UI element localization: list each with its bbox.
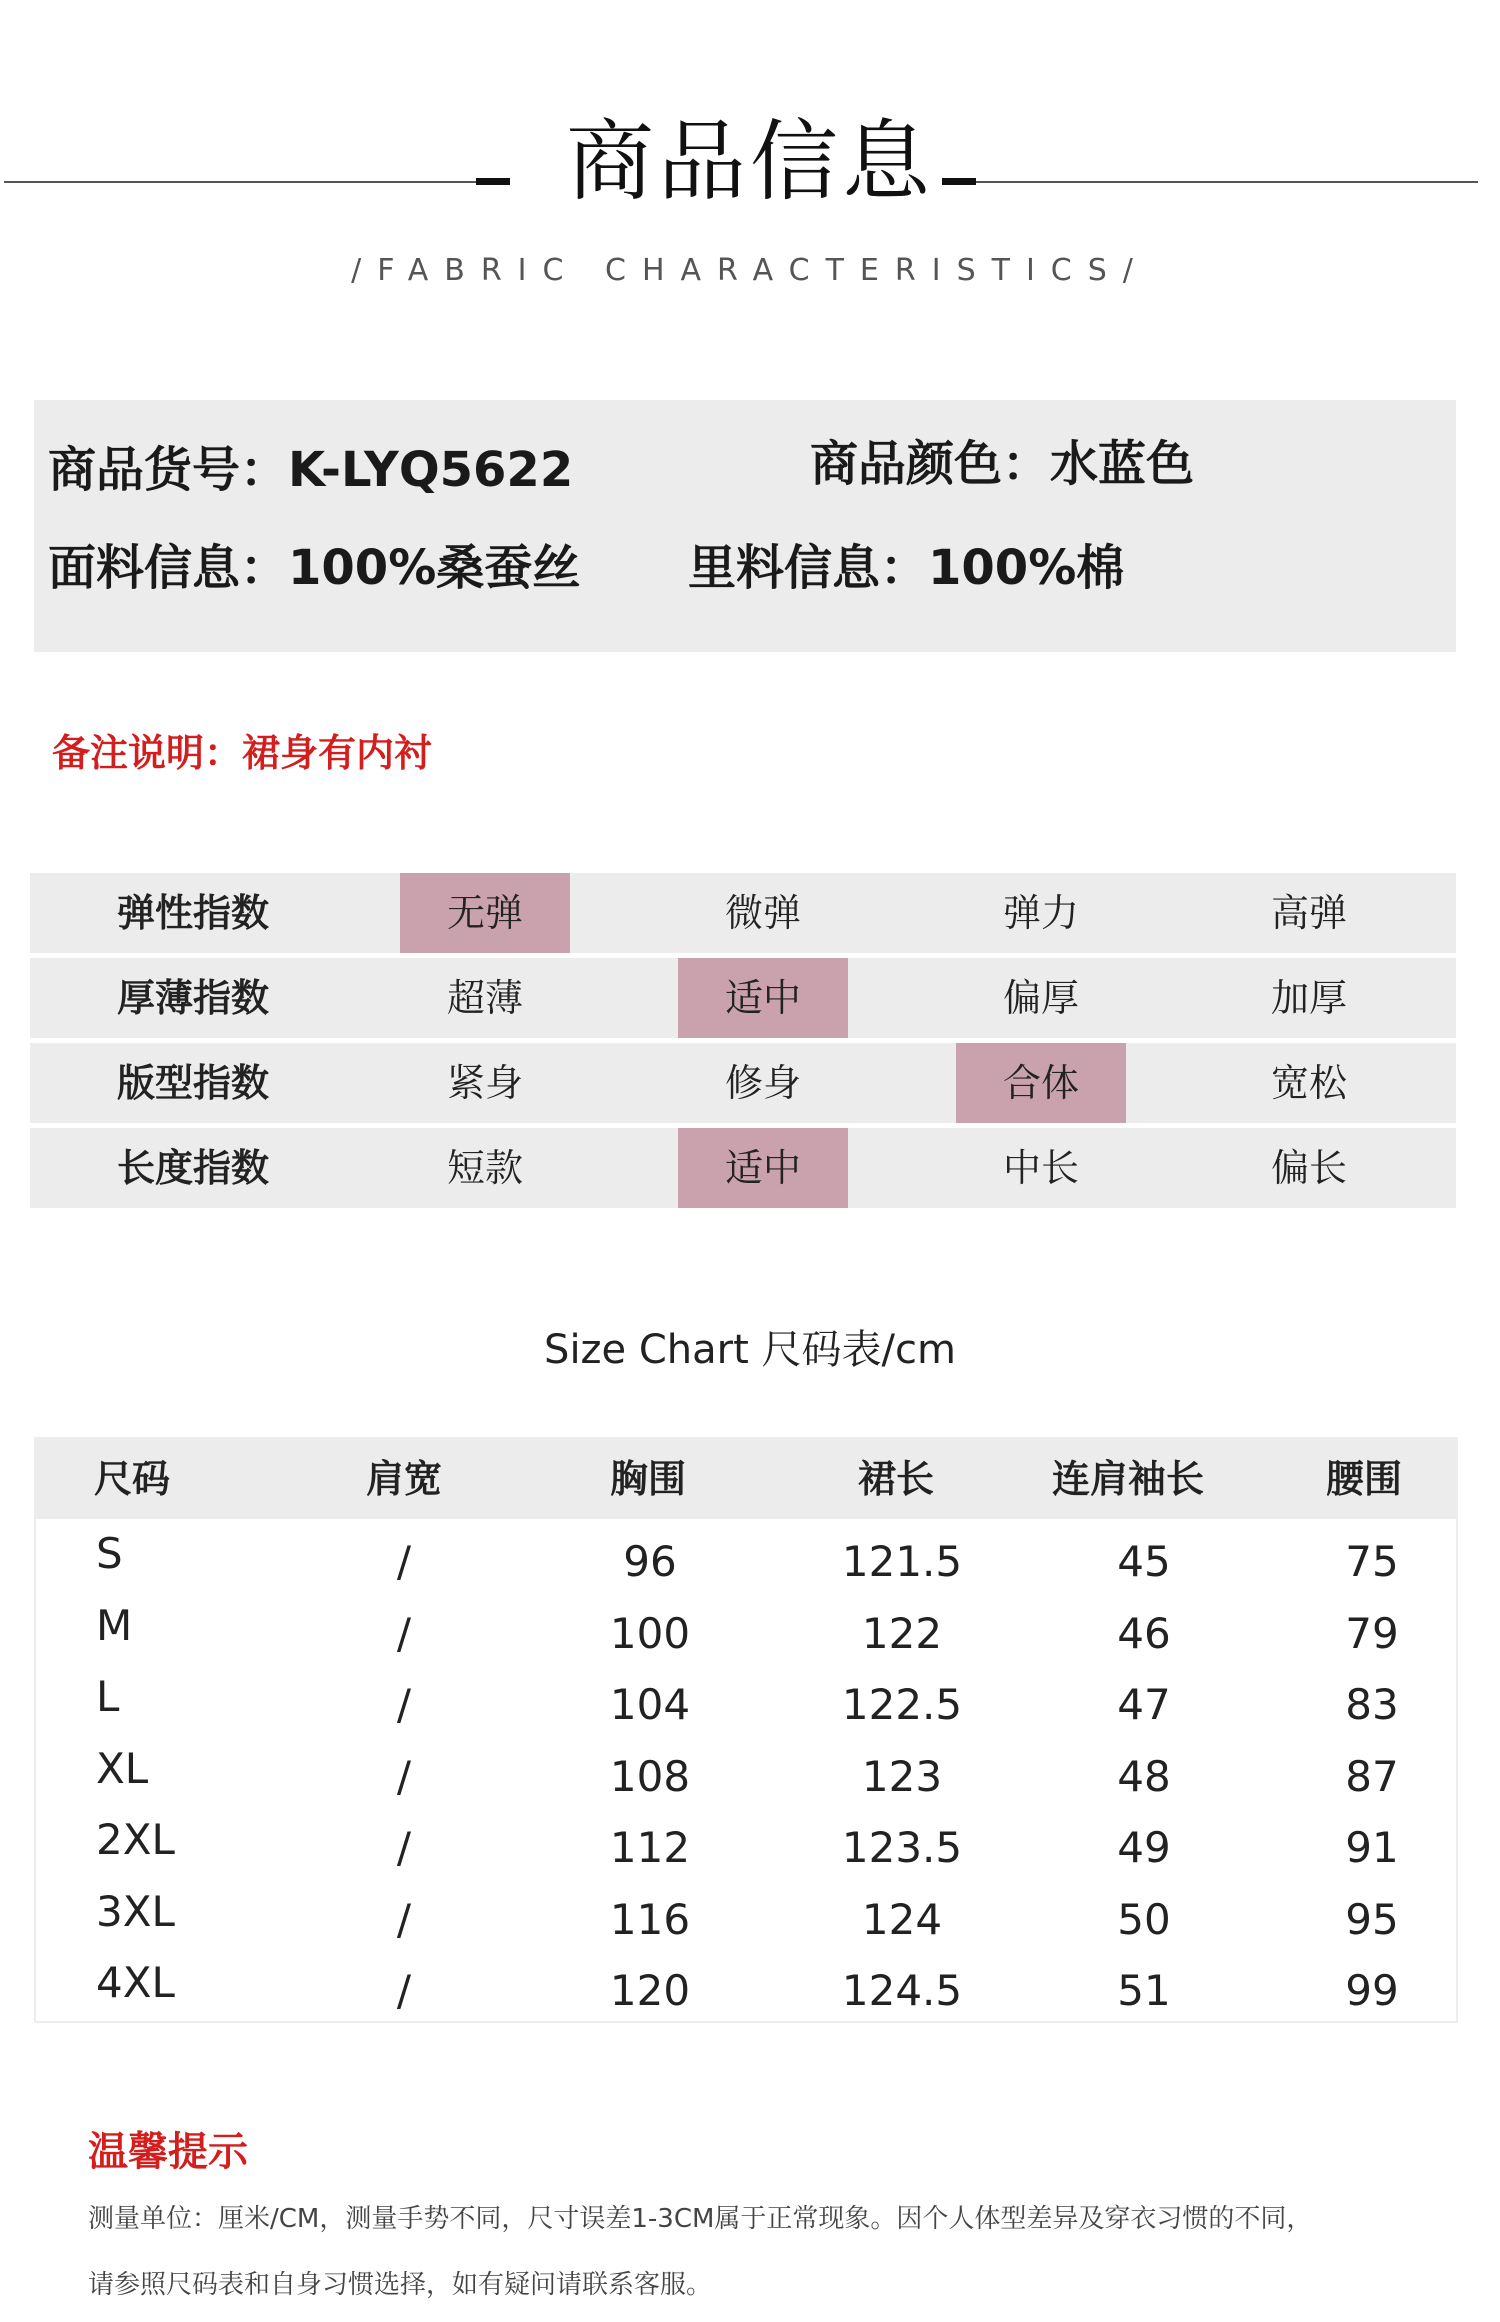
size-chart-value: 95: [1345, 1895, 1399, 1944]
index-row: [30, 958, 1456, 1038]
lining-info: 里料信息：100%棉: [688, 540, 1125, 596]
page-title: 商品信息: [565, 110, 934, 213]
size-chart-title: Size Chart 尺码表/cm: [544, 1327, 956, 1373]
size-chart-value: 48: [1117, 1752, 1171, 1801]
size-chart-value: 50: [1117, 1895, 1171, 1944]
size-chart-value: 108: [609, 1752, 691, 1801]
size-chart-value: 99: [1345, 1966, 1399, 2015]
size-label: S: [96, 1529, 123, 1578]
tips-line-1: 测量单位：厘米/CM，测量手势不同，尺寸误差1-3CM属于正常现象。因个人体型差异及穿衣习惯的不同，: [88, 2204, 1313, 2234]
item-number: 商品货号：K-LYQ5622: [48, 442, 574, 498]
size-chart-header-cell: 尺码: [94, 1457, 171, 1501]
size-chart-value: 112: [609, 1823, 691, 1872]
size-chart-table: [34, 1437, 1458, 2023]
index-option-selected: 适中: [678, 958, 848, 1038]
size-chart-value: /: [396, 1823, 412, 1872]
size-chart-header-cell: 肩宽: [366, 1457, 443, 1501]
index-row-label: 长度指数: [116, 1146, 269, 1190]
size-chart-value: 51: [1117, 1966, 1171, 2015]
index-option: 宽松: [1270, 1061, 1347, 1105]
size-chart-value: 121.5: [841, 1537, 963, 1586]
size-label: 4XL: [96, 1958, 175, 2007]
index-option: 弹力: [1002, 891, 1079, 935]
index-row-label: 厚薄指数: [116, 976, 269, 1020]
size-chart-value: /: [396, 1537, 412, 1586]
remark-note: 备注说明：裙身有内衬: [52, 731, 433, 775]
size-label: M: [96, 1601, 133, 1650]
size-chart-value: 116: [609, 1895, 691, 1944]
index-option: 加厚: [1270, 976, 1347, 1020]
size-label: XL: [96, 1744, 149, 1793]
size-chart-value: 49: [1117, 1823, 1171, 1872]
index-option: 偏厚: [1002, 976, 1079, 1020]
index-option: 修身: [724, 1061, 801, 1105]
size-chart-header-cell: 胸围: [610, 1457, 687, 1501]
index-row: [30, 1043, 1456, 1123]
size-chart-value: /: [396, 1752, 412, 1801]
size-chart-value: 47: [1117, 1680, 1171, 1729]
index-option: 短款: [446, 1146, 523, 1190]
size-chart-value: 122.5: [841, 1680, 963, 1729]
size-chart-value: /: [396, 1609, 412, 1658]
size-label: 3XL: [96, 1887, 175, 1936]
index-option: 中长: [1002, 1146, 1079, 1190]
size-label: L: [96, 1672, 120, 1721]
size-chart-value: /: [396, 1895, 412, 1944]
product-info-box: [34, 400, 1456, 652]
tips-title: 温馨提示: [88, 2129, 248, 2175]
index-option-selected: 无弹: [400, 873, 570, 953]
tips-line-2: 请参照尺码表和自身习惯选择，如有疑问请联系客服。: [88, 2270, 713, 2300]
size-chart-value: 87: [1345, 1752, 1399, 1801]
index-option: 超薄: [446, 976, 523, 1020]
index-option: 微弹: [724, 891, 801, 935]
size-chart-value: 79: [1345, 1609, 1399, 1658]
size-chart-value: 120: [609, 1966, 691, 2015]
size-chart-header-cell: 连肩袖长: [1052, 1457, 1205, 1501]
size-chart-value: 124: [861, 1895, 943, 1944]
fabric-info: 面料信息：100%桑蚕丝: [48, 540, 581, 596]
size-chart-value: 122: [861, 1609, 943, 1658]
product-color: 商品颜色：水蓝色: [810, 436, 1195, 492]
header-rule-right: [976, 181, 1478, 183]
size-chart-header-cell: 腰围: [1326, 1457, 1403, 1501]
size-chart-value: 124.5: [841, 1966, 963, 2015]
size-chart-value: /: [396, 1966, 412, 2015]
size-chart-value: 46: [1117, 1609, 1171, 1658]
size-chart-value: 91: [1345, 1823, 1399, 1872]
size-chart-value: 104: [609, 1680, 691, 1729]
size-chart-value: 96: [623, 1537, 677, 1586]
index-row-label: 弹性指数: [116, 891, 269, 935]
page-subtitle: /FABRIC CHARACTERISTICS/: [351, 253, 1149, 288]
size-chart-value: 123: [861, 1752, 943, 1801]
size-label: 2XL: [96, 1815, 175, 1864]
index-option: 偏长: [1270, 1146, 1347, 1190]
index-row-label: 版型指数: [116, 1061, 269, 1105]
index-option-selected: 适中: [678, 1128, 848, 1208]
index-option: 高弹: [1270, 891, 1347, 935]
header-dash-right: [942, 178, 976, 185]
index-row: [30, 1128, 1456, 1208]
size-chart-value: 45: [1117, 1537, 1171, 1586]
size-chart-value: 75: [1345, 1537, 1399, 1586]
size-chart-value: 100: [609, 1609, 691, 1658]
size-chart-value: /: [396, 1680, 412, 1729]
index-option-selected: 合体: [956, 1043, 1126, 1123]
size-chart-header: [36, 1439, 1456, 1519]
size-chart-value: 83: [1345, 1680, 1399, 1729]
index-row: [30, 873, 1456, 953]
size-chart-header-cell: 裙长: [858, 1457, 935, 1501]
index-option: 紧身: [446, 1061, 523, 1105]
size-chart-value: 123.5: [841, 1823, 963, 1872]
